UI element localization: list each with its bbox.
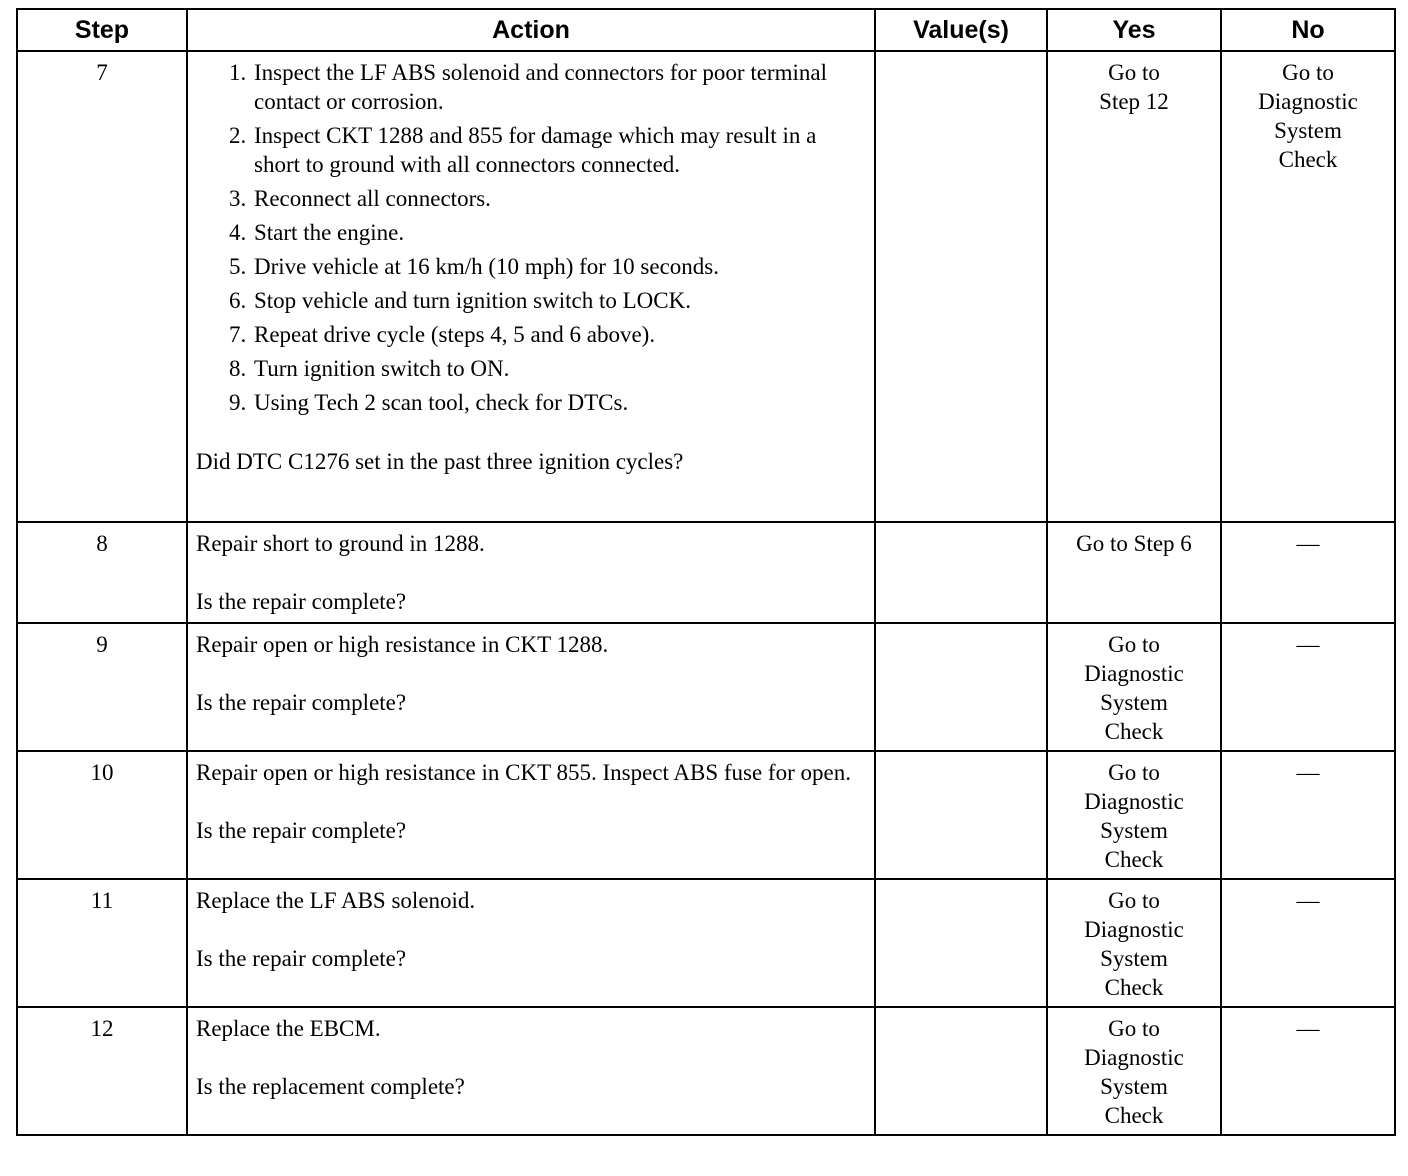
yes-line: System (1100, 946, 1168, 971)
yes-line: Check (1104, 847, 1164, 872)
value-cell (875, 879, 1047, 1007)
procedure-item: 9. Using Tech 2 scan tool, check for DTCs. (252, 388, 864, 417)
diagnostic-table (16, 8, 1396, 1136)
procedure-item: 4. Start the engine. (252, 218, 864, 247)
no-line: Go to (1282, 60, 1334, 85)
header-row (17, 9, 1395, 51)
header-step: Step (17, 9, 187, 51)
procedure-item: 2. Inspect CKT 1288 and 855 for damage which may result in a short to ground with all connectors connected. (252, 121, 864, 179)
procedure-item: 8. Turn ignition switch to ON. (252, 354, 864, 383)
no-line: — (1296, 760, 1320, 785)
value-cell (875, 623, 1047, 751)
action-cell (187, 51, 875, 522)
yes-line: Check (1104, 975, 1164, 1000)
no-cell (1221, 751, 1395, 879)
step-number: 8 (17, 522, 187, 623)
yes-line: Diagnostic (1084, 1045, 1184, 1070)
action-cell (187, 751, 875, 879)
no-line: — (1296, 888, 1320, 913)
action-text: Replace the EBCM. (196, 1016, 381, 1041)
procedure-item: 3. Reconnect all connectors. (252, 184, 864, 213)
yes-cell (1047, 522, 1221, 623)
yes-line: Diagnostic (1084, 661, 1184, 686)
yes-line: Diagnostic (1084, 789, 1184, 814)
procedure-item: 6. Stop vehicle and turn ignition switch to LOCK. (252, 286, 864, 315)
table-row (17, 1007, 1395, 1135)
table-row (17, 51, 1395, 522)
action-cell (187, 1007, 875, 1135)
no-line: System (1274, 118, 1342, 143)
yes-cell (1047, 879, 1221, 1007)
value-cell (875, 1007, 1047, 1135)
yes-line: Go to (1108, 888, 1160, 913)
question-text: Is the replacement complete? (196, 1074, 465, 1099)
table-row (17, 623, 1395, 751)
no-line: — (1296, 1016, 1320, 1041)
yes-line: Go to (1108, 760, 1160, 785)
yes-line: Step 12 (1099, 89, 1169, 114)
table-row (17, 522, 1395, 623)
no-cell (1221, 522, 1395, 623)
question-text: Did DTC C1276 set in the past three ignition cycles? (196, 449, 684, 474)
step-number: 11 (17, 879, 187, 1007)
yes-line: Go to (1108, 60, 1160, 85)
no-cell (1221, 879, 1395, 1007)
action-text: Replace the LF ABS solenoid. (196, 888, 476, 913)
table-row (17, 751, 1395, 879)
no-cell (1221, 623, 1395, 751)
no-line: — (1296, 632, 1320, 657)
action-cell (187, 623, 875, 751)
question-text: Is the repair complete? (196, 946, 407, 971)
yes-line: Go to Step 6 (1076, 531, 1192, 556)
yes-line: Go to (1108, 1016, 1160, 1041)
step-number: 12 (17, 1007, 187, 1135)
value-cell (875, 751, 1047, 879)
yes-cell (1047, 1007, 1221, 1135)
question-text: Is the repair complete? (196, 589, 407, 614)
yes-line: Check (1104, 1103, 1164, 1128)
yes-line: System (1100, 1074, 1168, 1099)
header-action: Action (187, 9, 875, 51)
yes-line: System (1100, 818, 1168, 843)
action-cell (187, 879, 875, 1007)
value-cell (875, 522, 1047, 623)
header-no: No (1221, 9, 1395, 51)
no-line: Check (1278, 147, 1338, 172)
procedure-item: 5. Drive vehicle at 16 km/h (10 mph) for 10 seconds. (252, 252, 864, 281)
procedure-item: 7. Repeat drive cycle (steps 4, 5 and 6 above). (252, 320, 864, 349)
yes-line: Diagnostic (1084, 917, 1184, 942)
yes-cell (1047, 51, 1221, 522)
action-text: Repair open or high resistance in CKT 855. Inspect ABS fuse for open. (196, 760, 851, 785)
procedure-list (198, 58, 864, 417)
step-number: 9 (17, 623, 187, 751)
question-text: Is the repair complete? (196, 818, 407, 843)
question-text: Is the repair complete? (196, 690, 407, 715)
no-line: Diagnostic (1258, 89, 1358, 114)
action-cell (187, 522, 875, 623)
step-number: 7 (17, 51, 187, 522)
table-row (17, 879, 1395, 1007)
procedure-item: 1. Inspect the LF ABS solenoid and connectors for poor terminal contact or corrosion. (252, 58, 864, 116)
header-values: Value(s) (875, 9, 1047, 51)
step-number: 10 (17, 751, 187, 879)
yes-cell (1047, 623, 1221, 751)
action-text: Repair short to ground in 1288. (196, 531, 485, 556)
no-cell (1221, 1007, 1395, 1135)
yes-line: System (1100, 690, 1168, 715)
no-line: — (1296, 531, 1320, 556)
value-cell (875, 51, 1047, 522)
yes-cell (1047, 751, 1221, 879)
yes-line: Check (1104, 719, 1164, 744)
no-cell (1221, 51, 1395, 522)
action-text: Repair open or high resistance in CKT 1288. (196, 632, 609, 657)
header-yes: Yes (1047, 9, 1221, 51)
yes-line: Go to (1108, 632, 1160, 657)
